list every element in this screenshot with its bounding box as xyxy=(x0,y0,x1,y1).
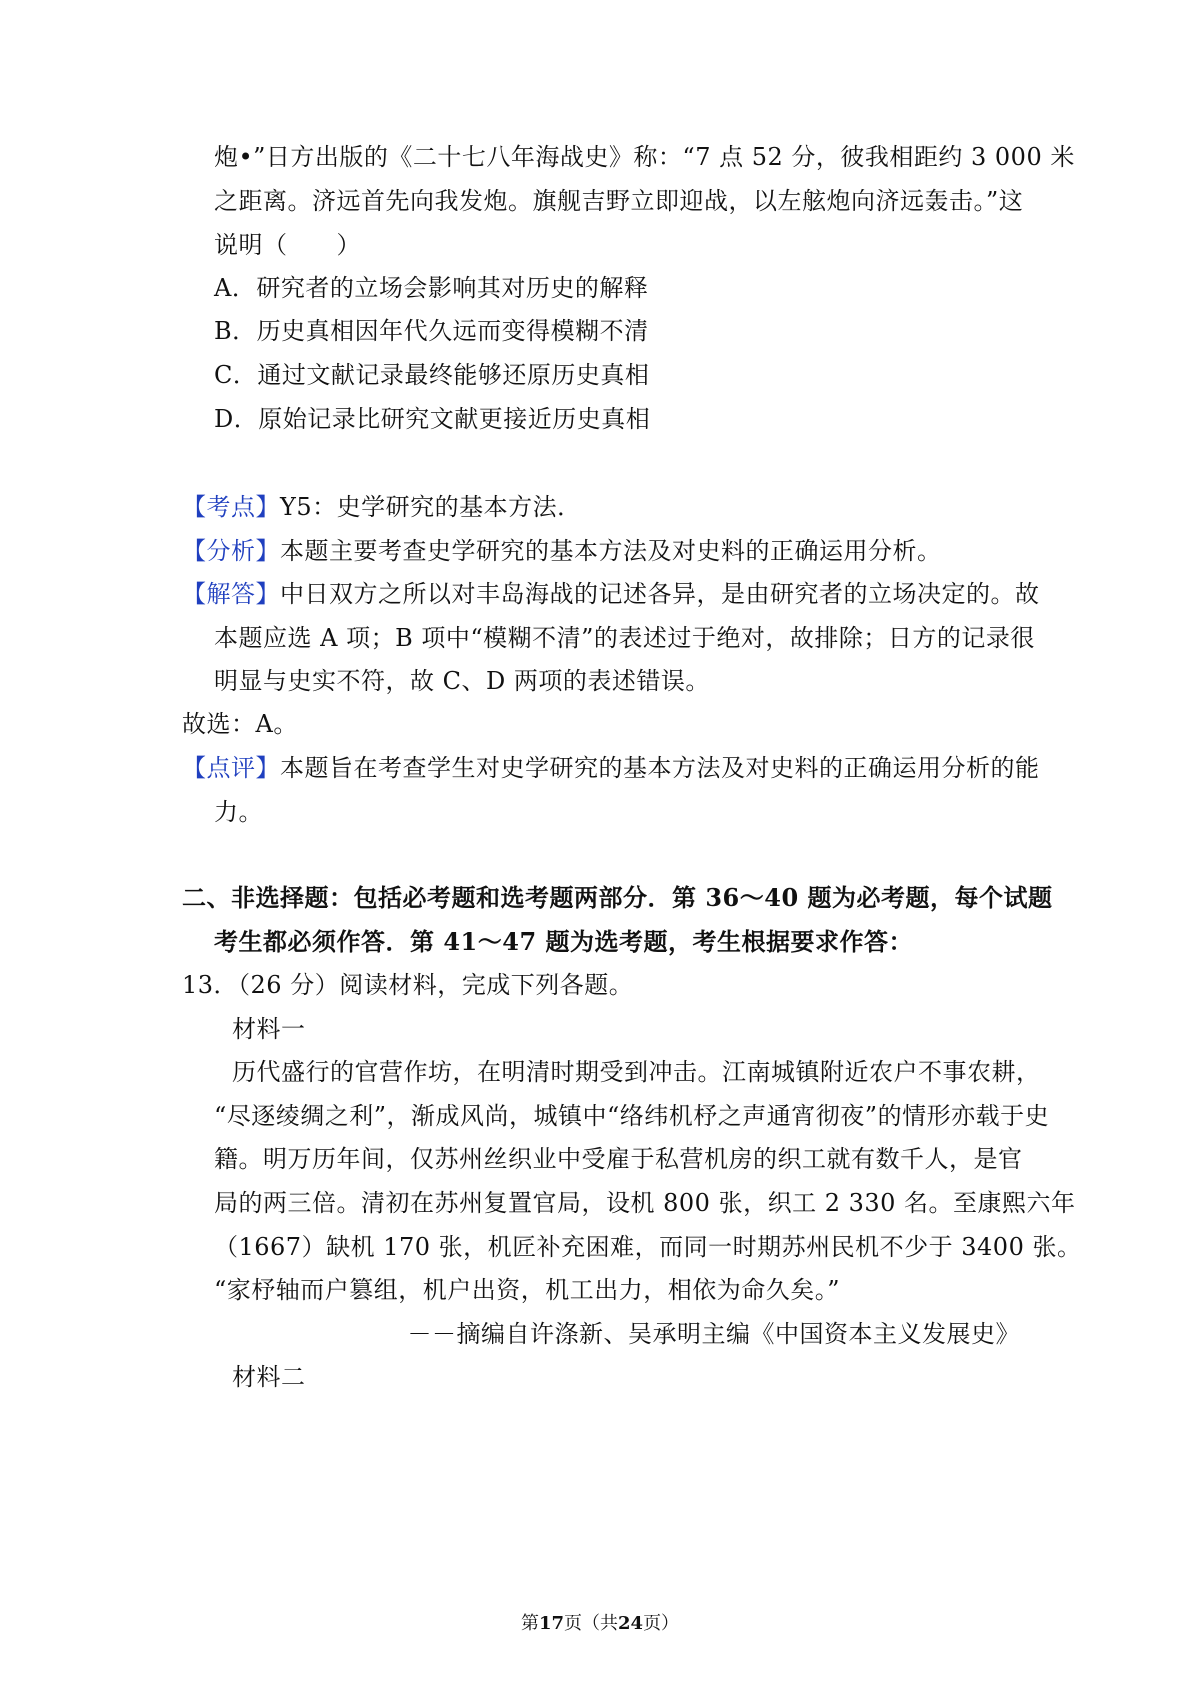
material-1-line: 历代盛行的官营作坊，在明清时期受到冲击。江南城镇附近农户不事农耕， xyxy=(232,1058,1041,1086)
dianping-tag: 【点评】 xyxy=(182,754,280,782)
fenxi-text: 本题主要考查史学研究的基本方法及对史料的正确运用分析。 xyxy=(280,537,942,565)
option-c: C．通过文献记录最终能够还原历史真相 xyxy=(214,361,650,389)
footer-suffix: 页） xyxy=(643,1613,680,1634)
material-1-line: 籍。明万历年间，仅苏州丝织业中受雇于私营机房的织工就有数千人，是官 xyxy=(214,1145,1023,1173)
section-heading-continuation: 考生都必须作答．第 41～47 题为选考题，考生根据要求作答： xyxy=(214,927,914,956)
dianping-continuation: 力。 xyxy=(214,798,263,826)
material-1-line: 局的两三倍。清初在苏州复置官局，设机 800 张，织工 2 330 名。至康熙六年 xyxy=(214,1189,1076,1217)
option-d: D．原始记录比研究文献更接近历史真相 xyxy=(214,405,651,433)
material-2-label: 材料二 xyxy=(232,1363,306,1391)
kaodian-line xyxy=(182,490,582,524)
question-13: 13．（26 分）阅读材料，完成下列各题。 xyxy=(182,971,634,999)
material-1-source: －－摘编自许涤新、吴承明主编《中国资本主义发展史》 xyxy=(407,1320,1020,1348)
jieda-text: 中日双方之所以对丰岛海战的记述各异，是由研究者的立场决定的。故 xyxy=(280,580,1040,608)
material-1-line: “家杼轴而户篡组，机户出资，机工出力，相依为命久矣。” xyxy=(214,1276,841,1304)
material-1-line: （1667）缺机 170 张，机匠补充困难，而同一时期苏州民机不少于 3400 张。 xyxy=(214,1233,1082,1261)
dianping-text: 本题旨在考查学生对史学研究的基本方法及对史料的正确运用分析的能 xyxy=(280,754,1040,782)
fenxi-tag: 【分析】 xyxy=(182,537,280,565)
question-stem-line: 之距离。济远首先向我发炮。旗舰吉野立即迎战，以左舷炮向济远轰击。”这 xyxy=(214,187,1024,215)
question-stem-line: 说明（ ） xyxy=(214,231,361,259)
jieda-continuation: 本题应选 A 项；B 项中“模糊不清”的表述过于绝对，故排除；日方的记录很 xyxy=(214,624,1035,652)
section-heading: 二、非选择题：包括必考题和选考题两部分．第 36～40 题为必考题，每个试题 xyxy=(182,883,1053,912)
kaodian-text: Y5：史学研究的基本方法． xyxy=(280,493,582,521)
jieda-line xyxy=(182,577,1040,611)
kaodian-tag: 【考点】 xyxy=(182,493,280,521)
material-1-line: “尽逐绫绸之利”，渐成风尚，城镇中“络纬机杼之声通宵彻夜”的情形亦载于史 xyxy=(214,1102,1050,1130)
footer-page-number: 17 xyxy=(538,1613,564,1634)
jieda-tag: 【解答】 xyxy=(182,580,280,608)
option-a: A．研究者的立场会影响其对历史的解释 xyxy=(214,274,649,302)
option-b: B．历史真相因年代久远而变得模糊不清 xyxy=(214,317,649,345)
dianping-line xyxy=(182,751,1040,785)
material-1-label: 材料一 xyxy=(232,1015,306,1043)
footer-middle: 页（共 xyxy=(564,1613,618,1634)
answer-line: 故选：A。 xyxy=(182,710,298,738)
fenxi-line xyxy=(182,534,942,568)
footer-total-pages: 24 xyxy=(618,1613,644,1634)
page-footer xyxy=(0,1612,1200,1636)
jieda-continuation: 明显与史实不符，故 C、D 两项的表述错误。 xyxy=(214,667,710,695)
footer-prefix: 第 xyxy=(520,1613,539,1634)
question-stem-line: 炮•”日方出版的《二十七八年海战史》称：“7 点 52 分，彼我相距约 3 000 米 xyxy=(214,143,1075,171)
